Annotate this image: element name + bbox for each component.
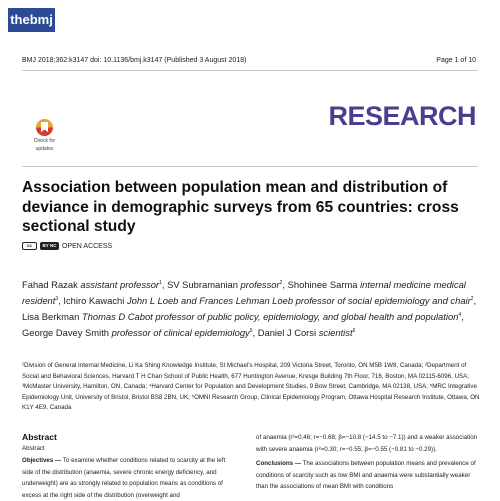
section-label: RESEARCH bbox=[328, 101, 476, 131]
article-reference: BMJ 2018;362:k3147 doi: 10.1136/bmj.k3147 (Published 3 August 2018) bbox=[22, 57, 247, 64]
results-continuation: of anaemia (r²=0.46; r=−0.68; β=−10.8 (−14.5 to −7.1)) and a weaker association with severe anaemia (r²=0.30; r=−0.55; β=−0.55 (−0.81 to −0.29)). bbox=[256, 434, 478, 453]
author-affiliation-ref: 3 bbox=[55, 296, 59, 303]
author-name: Daniel J Corsi bbox=[257, 327, 319, 339]
author-role: professor bbox=[240, 279, 280, 291]
author-name: Shohinee Sarma bbox=[287, 279, 361, 291]
author-role: internal medicine medical resident bbox=[22, 279, 466, 307]
badge-label-1: Check for bbox=[33, 138, 56, 144]
author-affiliation-ref: 5 bbox=[249, 328, 253, 335]
objectives-paragraph: Objectives — To examine whether conditions related to scarcity at the left side of the distribution (anaemia, severe chronic energy deficiency, and underweight) are as strongly related to population means as conditions of excess at the right side of the distribution (overweight and bbox=[22, 457, 226, 499]
bookmark-update-icon bbox=[36, 119, 53, 136]
author-affiliation-ref: 1 bbox=[159, 280, 162, 286]
author-affiliation-ref: 4 bbox=[458, 312, 462, 319]
conclusions-paragraph: Conclusions — The associations between population means and prevalence of conditions of scarcity such as low BMI and anaemia were substantially weaker than the associations of mean BMI with conditions bbox=[256, 460, 476, 491]
author-affiliation-ref: 6 bbox=[352, 328, 356, 335]
open-access-text: OPEN ACCESS bbox=[62, 242, 113, 250]
author-role: professor of clinical epidemiology bbox=[111, 327, 250, 339]
author-role: scientist bbox=[318, 327, 353, 339]
section-divider bbox=[22, 166, 478, 167]
open-access-label bbox=[22, 242, 112, 250]
author-affiliation-ref: 2 bbox=[279, 280, 283, 286]
abstract-heading: Abstract bbox=[22, 432, 57, 442]
author-name: Fahad Razak bbox=[22, 279, 81, 291]
affiliations: ¹Division of General Internal Medicine, Li Ka Shing Knowledge Institute, St Michael's Hospital, 209 Victoria Street, Toronto, ON M5B 1W8, Canada; ²Department of Social and Behavioral Sciences, Harvard T H Chan School of Public Health, 677 Huntington Avenue, Kresge Building 7th Floor, 716, Boston, MA 02115-6096, USA; ³McMaster University, Hamilton, ON, Canada; ⁴Harvard Center for Population and Development Studies, 9 Bow Street, Cambridge, MA 02138, USA; ⁵MRC Integrative Epidemiology Unit, University of Bristol, Bristol BS8 2BN, UK; ⁶OMNI Research Group, Clinical Epidemiology Program, Ottawa Hospital Research Institute, Ottawa, ON K1Y 4E9, Canada bbox=[22, 362, 480, 412]
author-role: John L Loeb and Frances Lehman Loeb professor of social epidemiology and chair bbox=[126, 295, 471, 307]
bmj-logo: thebmj bbox=[8, 8, 55, 32]
header-divider bbox=[22, 70, 478, 71]
article-title: Association between population mean and distribution of deviance in demographic surveys from 65 countries: cross sectional study bbox=[22, 179, 459, 235]
author-role: assistant professor bbox=[80, 279, 160, 291]
author-name: SV Subramanian bbox=[167, 279, 241, 291]
page-number: Page 1 of 10 bbox=[436, 57, 476, 64]
author-name: George Davey Smith bbox=[22, 327, 112, 339]
author-name: Lisa Berkman bbox=[22, 311, 82, 323]
author-affiliation-ref: 2 bbox=[470, 296, 474, 303]
cc-icon: cc bbox=[22, 242, 37, 250]
author-name: Ichiro Kawachi bbox=[63, 295, 127, 307]
abstract-right-column bbox=[256, 432, 482, 493]
check-for-updates-badge[interactable] bbox=[32, 119, 57, 152]
abstract-subheading: Abstract bbox=[22, 445, 45, 452]
author-role: Thomas D Cabot professor of public policy, epidemiology, and global health and population bbox=[81, 311, 459, 323]
by-nc-icon: BY NC bbox=[40, 242, 59, 250]
abstract-left-column bbox=[22, 432, 235, 501]
author-list: Fahad Razak assistant professor$^1$, SV Subramanian professor$^2$, Shohinee Sarma internal medicine medical resident$^3$, Ichiro Kawachi John L Loeb and Frances Lehman Loeb professor of social epidemiology and chair$^2$, Lisa Berkman Thomas D Cabot professor of public policy, epidemiology, and global health and population$^4$, George Davey Smith professor of clinical epidemiology$^5$, Daniel J Corsi scientist$^6$ bbox=[22, 279, 477, 339]
badge-label-2: updates bbox=[35, 146, 54, 152]
